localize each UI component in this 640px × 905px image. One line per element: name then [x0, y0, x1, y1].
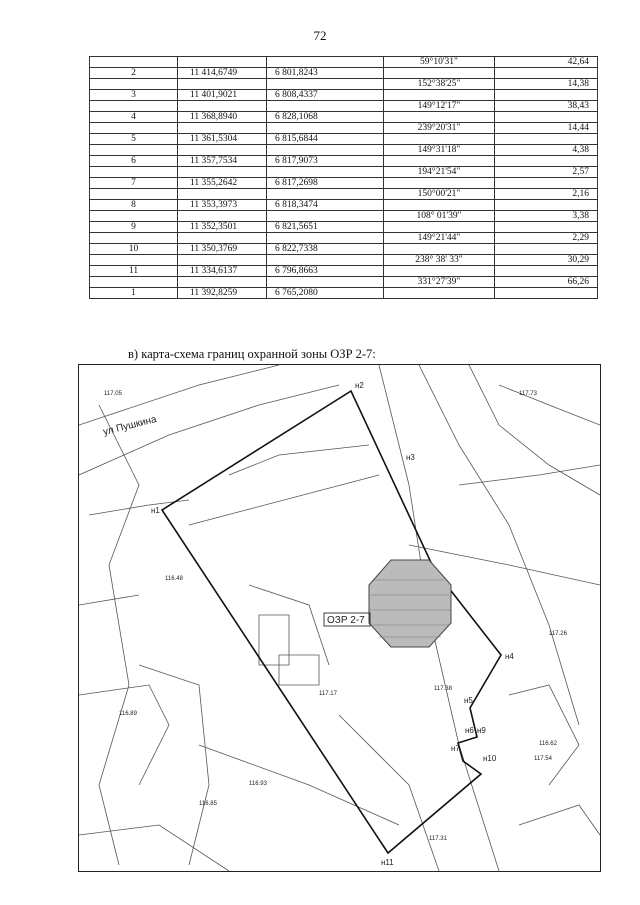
table-cell: 11 355,2642	[178, 178, 267, 189]
table-cell	[178, 57, 267, 68]
table-row	[90, 189, 598, 200]
table-cell	[178, 189, 267, 200]
coordinates-table	[89, 56, 598, 299]
street-label: ул Пушкина	[102, 414, 158, 438]
table-cell	[495, 156, 598, 167]
table-cell	[90, 255, 178, 266]
table-cell: 11 414,6749	[178, 68, 267, 79]
table-cell	[178, 255, 267, 266]
table-row	[90, 90, 598, 101]
table-cell: 5	[90, 134, 178, 145]
elevation-label: 117.54	[534, 756, 552, 762]
table-cell	[495, 288, 598, 299]
table-cell: 11 350,3769	[178, 244, 267, 255]
page-number: 72	[313, 28, 327, 43]
table-cell	[90, 57, 178, 68]
elevation-label: 116.85	[199, 801, 217, 807]
elevation-label: 117.73	[519, 391, 537, 397]
table-row	[90, 145, 598, 156]
table-cell	[495, 178, 598, 189]
zone-label: ОЗР 2-7	[327, 615, 365, 626]
table-row	[90, 211, 598, 222]
vertex-label: н4	[505, 652, 514, 661]
elevation-label: 117.38	[434, 686, 452, 692]
table-cell: 14,44	[495, 123, 598, 134]
table-cell: 2,16	[495, 189, 598, 200]
table-cell	[267, 145, 384, 156]
table-cell: 10	[90, 244, 178, 255]
table-cell: 149°31'18"	[384, 145, 495, 156]
vertex-label: н11	[381, 858, 394, 867]
table-cell: 4	[90, 112, 178, 123]
table-cell: 6 817,9073	[267, 156, 384, 167]
table-row	[90, 167, 598, 178]
table-cell: 11 353,3973	[178, 200, 267, 211]
table-cell	[90, 167, 178, 178]
vertex-label: н9	[477, 726, 486, 735]
table-cell: 6 765,2080	[267, 288, 384, 299]
table-cell	[178, 79, 267, 90]
table-cell	[495, 222, 598, 233]
table-cell	[178, 101, 267, 112]
table-row	[90, 255, 598, 266]
table-cell: 30,29	[495, 255, 598, 266]
table-cell: 6 822,7338	[267, 244, 384, 255]
table-row	[90, 101, 598, 112]
table-cell	[267, 211, 384, 222]
table-row	[90, 134, 598, 145]
table-cell: 59°10'31"	[384, 57, 495, 68]
table-cell	[384, 178, 495, 189]
elevation-label: 116.93	[249, 781, 267, 787]
table-cell	[384, 200, 495, 211]
table-cell	[495, 200, 598, 211]
vertex-label: н10	[483, 754, 497, 763]
table-cell	[90, 189, 178, 200]
table-cell	[267, 167, 384, 178]
elevation-label: 117.05	[104, 391, 122, 397]
table-cell	[90, 211, 178, 222]
table-cell: 6 817,2698	[267, 178, 384, 189]
elevation-label: 117.31	[429, 836, 447, 842]
table-cell	[178, 211, 267, 222]
table-cell: 11 361,5304	[178, 134, 267, 145]
table-cell: 42,64	[495, 57, 598, 68]
table-cell: 6 796,8663	[267, 266, 384, 277]
table-cell: 331°27'39"	[384, 277, 495, 288]
boundary-map	[78, 364, 601, 872]
table-cell	[267, 101, 384, 112]
table-cell	[267, 123, 384, 134]
table-cell: 238° 38' 33"	[384, 255, 495, 266]
table-cell	[178, 233, 267, 244]
table-cell	[384, 68, 495, 79]
table-row	[90, 156, 598, 167]
table-cell: 152°38'25"	[384, 79, 495, 90]
table-cell	[495, 266, 598, 277]
vertex-label: н5	[464, 696, 473, 705]
table-cell: 8	[90, 200, 178, 211]
table-cell	[178, 145, 267, 156]
table-row	[90, 178, 598, 189]
table-cell: 3	[90, 90, 178, 101]
map-caption: в) карта-схема границ охранной зоны ОЗР 2-7:	[128, 347, 376, 361]
table-cell	[384, 222, 495, 233]
table-cell: 4,38	[495, 145, 598, 156]
table-cell: 6 828,1068	[267, 112, 384, 123]
table-cell	[90, 145, 178, 156]
vertex-label: н1	[151, 506, 160, 515]
table-cell: 11 357,7534	[178, 156, 267, 167]
elevation-label: 117.17	[319, 691, 337, 697]
table-cell: 7	[90, 178, 178, 189]
table-cell	[267, 57, 384, 68]
table-cell: 38,43	[495, 101, 598, 112]
table-row	[90, 68, 598, 79]
table-cell	[384, 156, 495, 167]
table-cell	[267, 79, 384, 90]
table-cell	[384, 90, 495, 101]
map-drawing	[79, 365, 600, 871]
table-row	[90, 112, 598, 123]
table-cell	[495, 244, 598, 255]
table-cell	[267, 189, 384, 200]
table-cell	[267, 277, 384, 288]
hatched-area	[369, 560, 451, 647]
table-row	[90, 222, 598, 233]
table-cell: 2	[90, 68, 178, 79]
table-cell	[90, 123, 178, 134]
table-cell	[178, 123, 267, 134]
table-cell: 11 392,8259	[178, 288, 267, 299]
elevation-label: 116.62	[539, 741, 557, 747]
table-cell	[384, 244, 495, 255]
table-row	[90, 288, 598, 299]
table-row	[90, 244, 598, 255]
table-cell: 2,29	[495, 233, 598, 244]
table-cell	[495, 68, 598, 79]
table-cell	[90, 101, 178, 112]
table-cell	[495, 112, 598, 123]
table-cell: 6 808,4337	[267, 90, 384, 101]
table-cell: 2,57	[495, 167, 598, 178]
table-cell: 3,38	[495, 211, 598, 222]
table-cell: 1	[90, 288, 178, 299]
table-cell: 11	[90, 266, 178, 277]
table-cell: 9	[90, 222, 178, 233]
table-cell	[384, 266, 495, 277]
table-cell: 150°00'21"	[384, 189, 495, 200]
table-row	[90, 57, 598, 68]
elevation-label: 117.26	[549, 631, 567, 637]
table-cell: 11 368,8940	[178, 112, 267, 123]
table-cell: 194°21'54"	[384, 167, 495, 178]
table-cell: 14,38	[495, 79, 598, 90]
table-cell: 6 801,8243	[267, 68, 384, 79]
table-cell: 149°12'17"	[384, 101, 495, 112]
table-cell: 66,26	[495, 277, 598, 288]
table-cell: 11 401,9021	[178, 90, 267, 101]
table-cell	[384, 134, 495, 145]
table-row	[90, 79, 598, 90]
table-cell	[267, 255, 384, 266]
table-cell: 11 352,3501	[178, 222, 267, 233]
table-cell	[178, 277, 267, 288]
table-row	[90, 123, 598, 134]
vertex-label: н7	[451, 744, 460, 753]
table-cell: 149°21'44"	[384, 233, 495, 244]
table-row	[90, 266, 598, 277]
table-cell	[384, 112, 495, 123]
table-row	[90, 200, 598, 211]
elevation-label: 116.48	[165, 576, 183, 582]
vertex-label: н6	[465, 726, 474, 735]
table-cell: 6 815,6844	[267, 134, 384, 145]
table-cell	[90, 233, 178, 244]
table-cell: 11 334,6137	[178, 266, 267, 277]
table-cell: 6 818,3474	[267, 200, 384, 211]
table-cell	[495, 134, 598, 145]
table-cell: 239°20'31"	[384, 123, 495, 134]
vertex-label: н2	[355, 381, 364, 390]
table-cell	[178, 167, 267, 178]
table-cell: 6 821,5651	[267, 222, 384, 233]
table-cell	[384, 288, 495, 299]
table-cell	[90, 277, 178, 288]
table-row	[90, 233, 598, 244]
elevation-label: 116.89	[119, 711, 137, 717]
table-cell	[495, 90, 598, 101]
table-cell: 108° 01'39"	[384, 211, 495, 222]
table-cell: 6	[90, 156, 178, 167]
table-cell	[90, 79, 178, 90]
table-row	[90, 277, 598, 288]
table-cell	[267, 233, 384, 244]
vertex-label: н3	[406, 453, 415, 462]
